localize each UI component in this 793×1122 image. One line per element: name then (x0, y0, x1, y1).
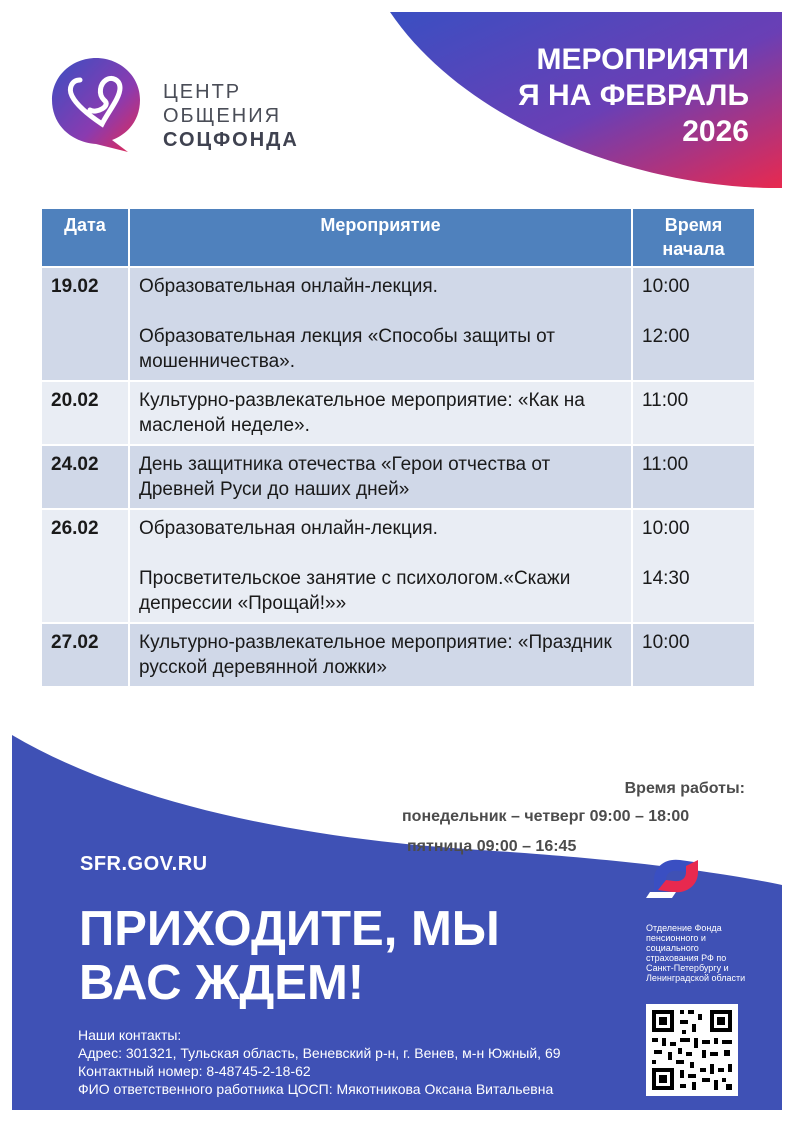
website-link[interactable]: SFR.GOV.RU (80, 853, 208, 875)
hours-title: Время работы: (624, 780, 745, 797)
table-row (42, 509, 754, 623)
contact-person: ФИО ответственного работника ЦОСП: Мякотникова Оксана Витальевна (78, 1081, 554, 1097)
event-text: Образовательная лекция «Способы защиты от мошенничества». (139, 326, 555, 372)
table-row (42, 267, 754, 381)
contacts-block (78, 1026, 638, 1098)
event-text: Образовательная онлайн-лекция. (139, 276, 438, 297)
qr-code-icon[interactable] (646, 1004, 738, 1096)
events-table (42, 209, 754, 686)
slogan-line-1: ПРИХОДИТЕ, МЫ (79, 902, 500, 956)
contact-address: Адрес: 301321, Тульская область, Веневский р-н, г. Венев, м-н Южный, 69 (78, 1045, 561, 1061)
hours-weekdays: понедельник – четверг 09:00 – 18:00 (402, 808, 690, 825)
slogan-line-2: ВАС ЖДЕМ! (79, 956, 365, 1010)
row-time: 11:00 (632, 381, 754, 445)
row-date: 27.02 (42, 623, 129, 686)
logo-text-line-1: ЦЕНТР (163, 81, 242, 103)
row-event: День защитника отечества «Герои отчества от Древней Руси до наших дней» (129, 445, 632, 509)
table-row (42, 623, 754, 686)
contact-phone: Контактный номер: 8-48745-2-18-62 (78, 1063, 311, 1079)
center-logo-icon (50, 54, 142, 152)
time-text: 10:00 (642, 276, 690, 297)
header-date: Дата (42, 209, 129, 267)
logo-text-line-2: ОБЩЕНИЯ (163, 105, 282, 127)
row-time: 11:00 (632, 445, 754, 509)
row-time (632, 267, 754, 381)
page-title (509, 42, 749, 150)
sfr-org-name: Отделение Фонда пенсионного и социального страхования РФ по Санкт-Петербургу и Ленинградской области (646, 923, 746, 983)
table-header-row (42, 209, 754, 267)
row-event (129, 509, 632, 623)
hours-friday: пятница 09:00 – 16:45 (407, 838, 577, 855)
row-date: 26.02 (42, 509, 129, 623)
row-event (129, 267, 632, 381)
sfr-logo-icon (640, 852, 712, 900)
row-event: Культурно-развлекательное мероприятие: «Как на масленой неделе». (129, 381, 632, 445)
time-text: 14:30 (642, 568, 690, 589)
row-event: Культурно-развлекательное мероприятие: «Праздник русской деревянной ложки» (129, 623, 632, 686)
page-title-text: МЕРОПРИЯТИ Я НА ФЕВРАЛЬ (518, 43, 749, 112)
header-time: Время начала (632, 209, 754, 267)
table-row (42, 445, 754, 509)
row-date: 20.02 (42, 381, 129, 445)
event-text: Образовательная онлайн-лекция. (139, 518, 438, 539)
logo-text-line-3: СОЦФОНДА (163, 129, 299, 151)
header-event: Мероприятие (129, 209, 632, 267)
page-title-year: 2026 (682, 115, 749, 148)
time-text: 10:00 (642, 518, 690, 539)
row-time: 10:00 (632, 623, 754, 686)
row-date: 19.02 (42, 267, 129, 381)
row-date: 24.02 (42, 445, 129, 509)
time-text: 12:00 (642, 326, 690, 347)
contacts-title: Наши контакты: (78, 1027, 182, 1043)
row-time (632, 509, 754, 623)
slogan (79, 902, 599, 1010)
event-text: Просветительское занятие с психологом.«Скажи депрессии «Прощай!»» (139, 568, 571, 614)
table-row (42, 381, 754, 445)
